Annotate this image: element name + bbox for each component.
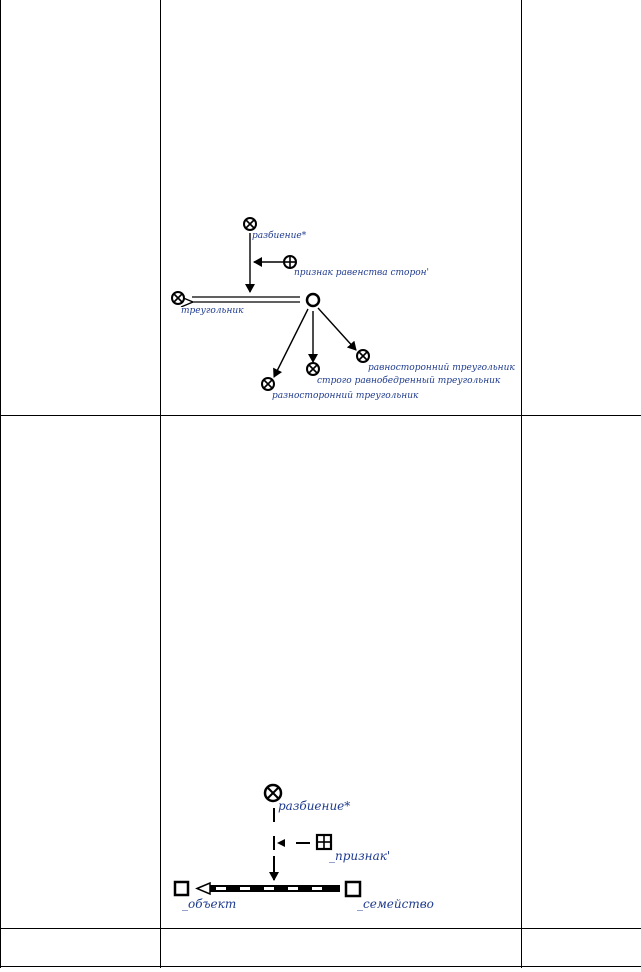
family-node-icon <box>346 882 360 896</box>
label-equal-sides-attribute: признак равенства сторон' <box>294 268 430 278</box>
attribute-node-icon <box>284 256 296 268</box>
triangle-node-icon <box>172 292 184 304</box>
attribute-node-icon <box>317 835 331 849</box>
strict-isosceles-node-icon <box>307 363 319 375</box>
label-partition: разбиение* <box>278 799 351 813</box>
label-attribute: _признак' <box>329 849 391 863</box>
label-scalene: разносторонний треугольник <box>272 391 419 401</box>
label-family: _семейство <box>357 897 434 911</box>
scalene-node-icon <box>262 378 274 390</box>
arc-to-equilateral <box>318 308 356 350</box>
label-object: _объект <box>182 897 237 911</box>
label-partition: разбиение* <box>252 231 307 241</box>
equilateral-node-icon <box>357 350 369 362</box>
central-node-icon <box>307 294 319 306</box>
diagram-generic-partition <box>175 785 434 911</box>
label-triangle: треугольник <box>181 306 244 316</box>
arc-to-scalene <box>274 309 308 377</box>
diagram-triangle-partition <box>172 218 515 401</box>
object-node-icon <box>175 882 188 895</box>
label-equilateral: равносторонний треугольник <box>368 363 515 373</box>
label-strict-isosceles: строго равнобедренный треугольник <box>317 376 501 386</box>
partition-node-icon <box>244 218 256 230</box>
attribute-arc-arrowhead <box>277 839 285 847</box>
family-object-arc <box>197 883 340 894</box>
